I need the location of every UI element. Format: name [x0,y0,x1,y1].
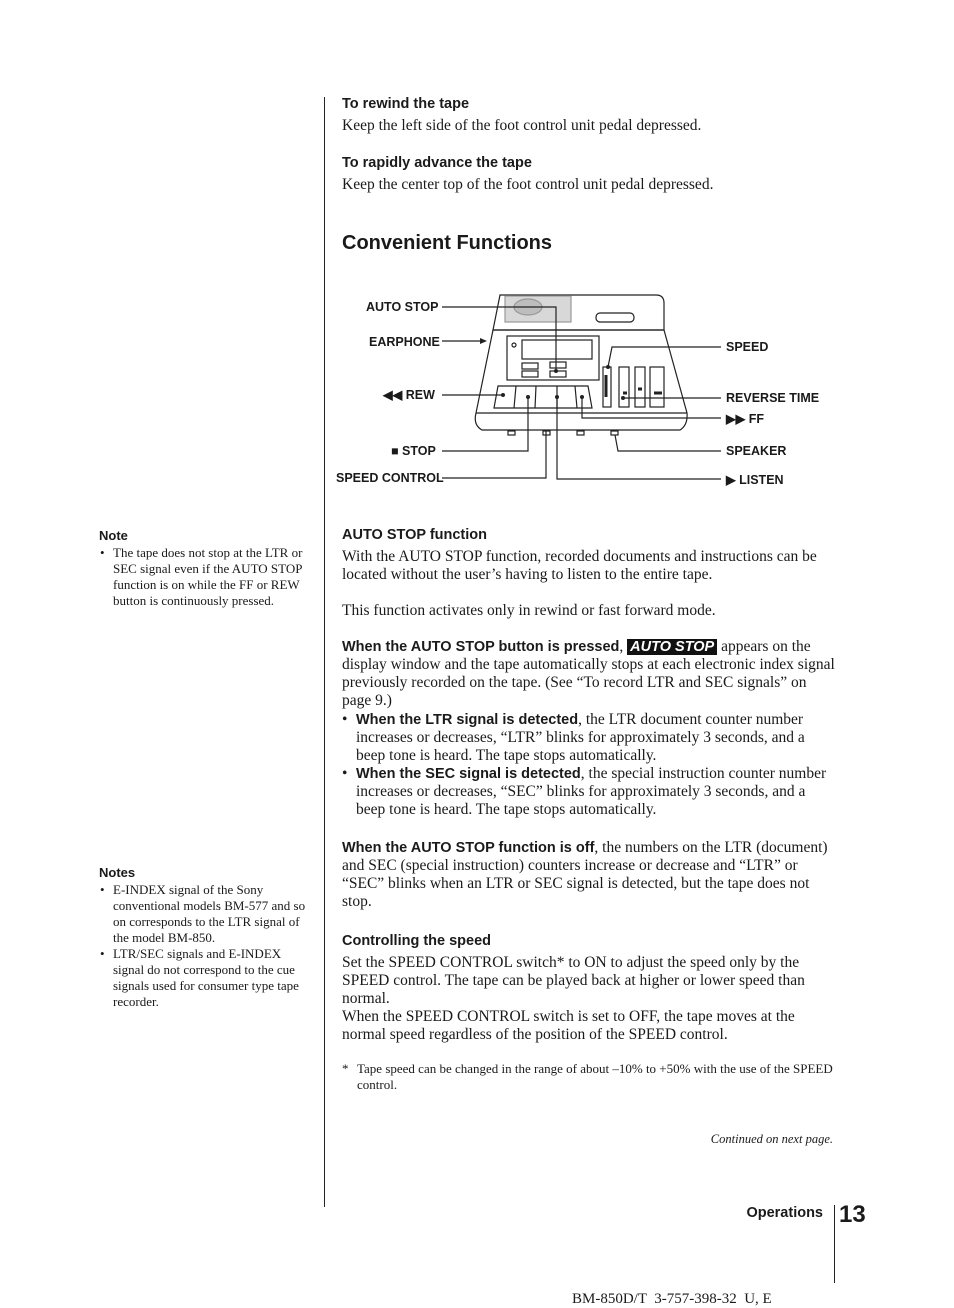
speed-para2: When the SPEED CONTROL switch is set to OFF, the tape moves at the normal speed regardless of the position of the SPEED control. [342,1008,795,1043]
note-title: Note [99,528,128,543]
leader-speed-control [442,431,546,478]
label-earphone: EARPHONE [369,335,440,349]
continued-note: Continued on next page. [710,1132,833,1146]
sec-bullet-text: , the special instruction counter number increases or decreases, “SEC” blinks for approximately 3 seconds, and a beep tone is heard. The tape stops automatically. [356,765,827,818]
column-divider [324,97,325,1207]
speed-heading: Controlling the speed [342,933,492,949]
label-rew [383,387,435,402]
advance-section [342,155,842,194]
notes-item: • LTR/SEC signals and E-INDEX signal do not correspond to the cue signals used for consumer type tape recorder. [99,946,309,1010]
label-auto-stop: AUTO STOP [366,300,439,314]
auto-stop-section [342,527,836,911]
label-speed-control: SPEED CONTROL [336,471,444,485]
auto-stop-para2: This function activates only in rewind or fast forward mode. [342,602,716,619]
notes-list [99,882,309,1010]
ltr-bullet-text: , the LTR document counter number increases or decreases, “LTR” blinks for approximately 3 seconds, and a beep tone is heard. The tape stops automatically. [356,711,805,764]
listen-symbol: ▶ [726,473,736,487]
page-number-divider [834,1205,835,1283]
auto-stop-bullets [342,711,836,819]
ltr-bullet-bold: When the LTR signal is detected [356,712,579,728]
sidebar-notes [99,865,309,1010]
rew-symbol: ◀◀ [383,388,403,402]
note-item: • The tape does not stop at the LTR or SEC signal even if the AUTO STOP function is on while the FF or REW button is continuously pressed. [99,545,309,609]
footer-section-name: Operations [746,1205,823,1221]
rew-text: REW [405,388,435,402]
top-slot [596,313,634,322]
sec-bullet-bold: When the SEC signal is detected [356,766,581,782]
listen-text: LISTEN [739,473,784,487]
auto-stop-off [342,839,836,911]
notes-item: • E-INDEX signal of the Sony conventional models BM-577 and so on corresponds to the LTR signal of the model BM-850. [99,882,309,946]
off-bold: When the AUTO STOP function is off [342,840,595,856]
ff-text: FF [748,412,764,426]
slider-3 [635,367,645,407]
rewind-section [342,96,842,135]
auto-stop-pressed [342,638,836,710]
pressed-rest: appears on the display window and the tape automatically stops at each electronic index signal previously recorded on the tape. (See “To record LTR and SEC signals” on page 9.) [342,638,835,709]
footnote-mark: * [342,1061,349,1076]
label-listen [726,472,784,487]
advance-text: Keep the center top of the foot control unit pedal depressed. [342,176,714,193]
auto-stop-badge: AUTO STOP [627,639,717,655]
speed-para1: Set the SPEED CONTROL switch* to ON to adjust the speed only by the SPEED control. The tape can be played back at higher or lower speed than normal. [342,954,805,1007]
slider-2 [619,367,629,407]
label-speed: SPEED [726,340,769,354]
notes-title: Notes [99,865,136,880]
off-rest: , the numbers on the LTR (document) and SEC (special instruction) counters increase or decrease and “LTR” or “SEC” blinks when an LTR or SEC signal is detected, but the tape does not stop. [342,839,828,910]
label-speaker: SPEAKER [726,444,787,458]
label-reverse-time: REVERSE TIME [726,391,820,405]
auto-stop-para1: With the AUTO STOP function, recorded documents and instructions can be located without the user’s having to listen to the entire tape. [342,548,817,583]
section-title: Convenient Functions [342,232,552,254]
label-ff [726,411,764,426]
stop-symbol: ■ [391,444,399,458]
leader-stop [442,398,528,451]
sidebar-note [99,528,309,609]
rewind-heading: To rewind the tape [342,96,470,112]
ltr-bullet [342,711,836,765]
speed-section [342,933,836,1093]
pressed-comma: , [619,638,624,655]
document-code: BM-850D/T 3-757-398-32 U, E [572,1291,772,1307]
label-stop [391,444,436,458]
note-list [99,545,309,609]
speed-footnote [342,1061,836,1093]
display-window [522,340,592,359]
ff-symbol: ▶▶ [726,412,746,426]
sec-bullet [342,765,836,819]
footnote-text: Tape speed can be changed in the range of about –10% to +50% with the use of the SPEED control. [357,1061,833,1092]
page-number: 13 [839,1201,866,1228]
slider-4 [650,367,664,407]
pressed-bold: When the AUTO STOP button is pressed [342,639,620,655]
advance-heading: To rapidly advance the tape [342,155,532,171]
auto-stop-heading: AUTO STOP function [342,527,488,543]
leader-speaker [615,435,721,451]
display-panel [507,336,599,380]
rewind-text: Keep the left side of the foot control unit pedal depressed. [342,117,702,134]
stop-text: STOP [402,444,436,458]
leader-speed [608,347,721,367]
